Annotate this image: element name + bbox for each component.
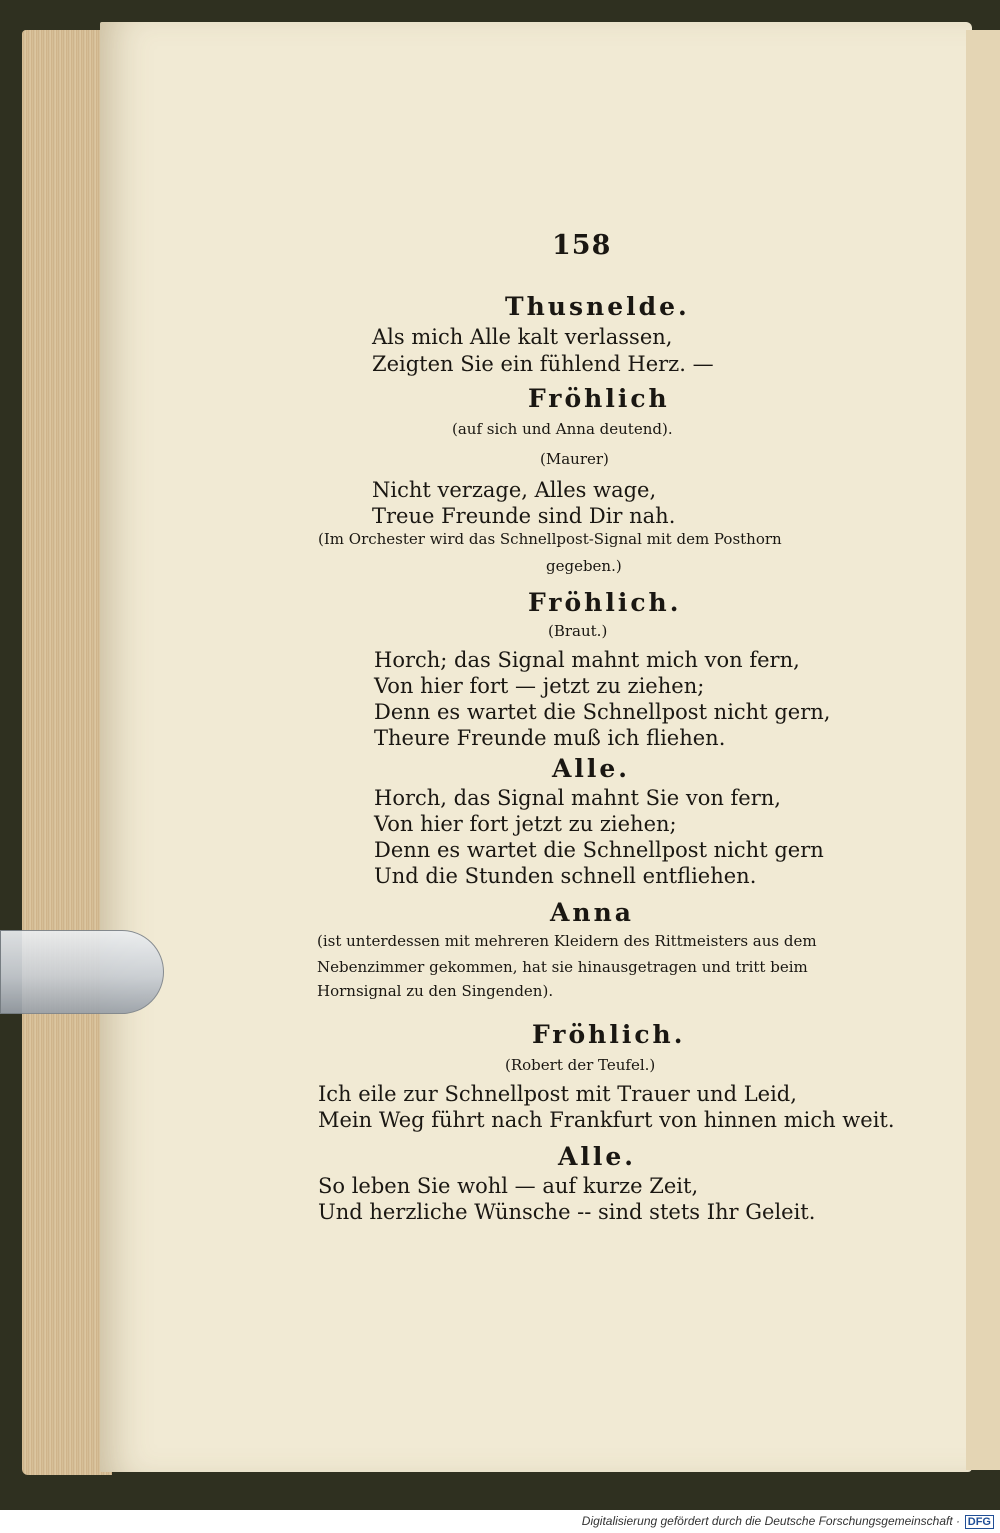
verse-line: Und die Stunden schnell entfliehen. (374, 864, 757, 888)
stage-direction: (Maurer) (540, 450, 609, 468)
verse-line: Und herzliche Wünsche -- sind stets Ihr Geleit. (318, 1200, 816, 1224)
verse-line: Von hier fort jetzt zu ziehen; (374, 812, 677, 836)
verse-line: Mein Weg führt nach Frankfurt von hinnen mich weit. (318, 1108, 895, 1132)
speaker-anna: Anna (550, 898, 634, 927)
dfg-logo-icon: DFG (965, 1515, 994, 1529)
page-holder-thumb (0, 930, 164, 1014)
stage-direction: Hornsignal zu den Singenden). (317, 982, 554, 1000)
stage-direction: (Robert der Teufel.) (505, 1056, 656, 1074)
speaker-froehlich: Fröhlich. (528, 588, 682, 617)
stage-direction: Nebenzimmer gekommen, hat sie hinausgetragen und tritt beim (317, 958, 808, 976)
footer-credit: Digitalisierung gefördert durch die Deutsche Forschungsgemeinschaft · (581, 1514, 960, 1528)
verse-line: Theure Freunde muß ich fliehen. (374, 726, 726, 750)
verse-line: Denn es wartet die Schnellpost nicht gern, (374, 700, 831, 724)
speaker-froehlich: Fröhlich (528, 384, 670, 413)
verse-line: Denn es wartet die Schnellpost nicht gern (374, 838, 824, 862)
stage-direction: (Im Orchester wird das Schnellpost-Signal mit dem Posthorn (318, 530, 782, 548)
verse-line: Treue Freunde sind Dir nah. (372, 504, 676, 528)
verse-line: So leben Sie wohl — auf kurze Zeit, (318, 1174, 699, 1198)
speaker-froehlich: Fröhlich. (532, 1020, 686, 1049)
speaker-thusnelde: Thusnelde. (505, 292, 690, 321)
stage-direction: (Braut.) (548, 622, 608, 640)
speaker-alle: Alle. (558, 1142, 637, 1171)
stage-direction: gegeben.) (546, 557, 622, 575)
verse-line: Horch, das Signal mahnt Sie von fern, (374, 786, 781, 810)
verse-line: Horch; das Signal mahnt mich von fern, (374, 648, 800, 672)
verse-line: Als mich Alle kalt verlassen, (372, 325, 673, 349)
verse-line: Nicht verzage, Alles wage, (372, 478, 657, 502)
stage-direction: (auf sich und Anna deutend). (452, 420, 673, 438)
page-number: 158 (552, 230, 612, 261)
stage-direction: (ist unterdessen mit mehreren Kleidern des Rittmeisters aus dem (317, 932, 817, 950)
speaker-alle: Alle. (552, 754, 631, 783)
page-edges (22, 30, 112, 1475)
verse-line: Von hier fort — jetzt zu ziehen; (374, 674, 705, 698)
verse-line: Ich eile zur Schnellpost mit Trauer und Leid, (318, 1082, 797, 1106)
facing-page-edge (966, 30, 1000, 1470)
verse-line: Zeigten Sie ein fühlend Herz. — (372, 352, 714, 376)
